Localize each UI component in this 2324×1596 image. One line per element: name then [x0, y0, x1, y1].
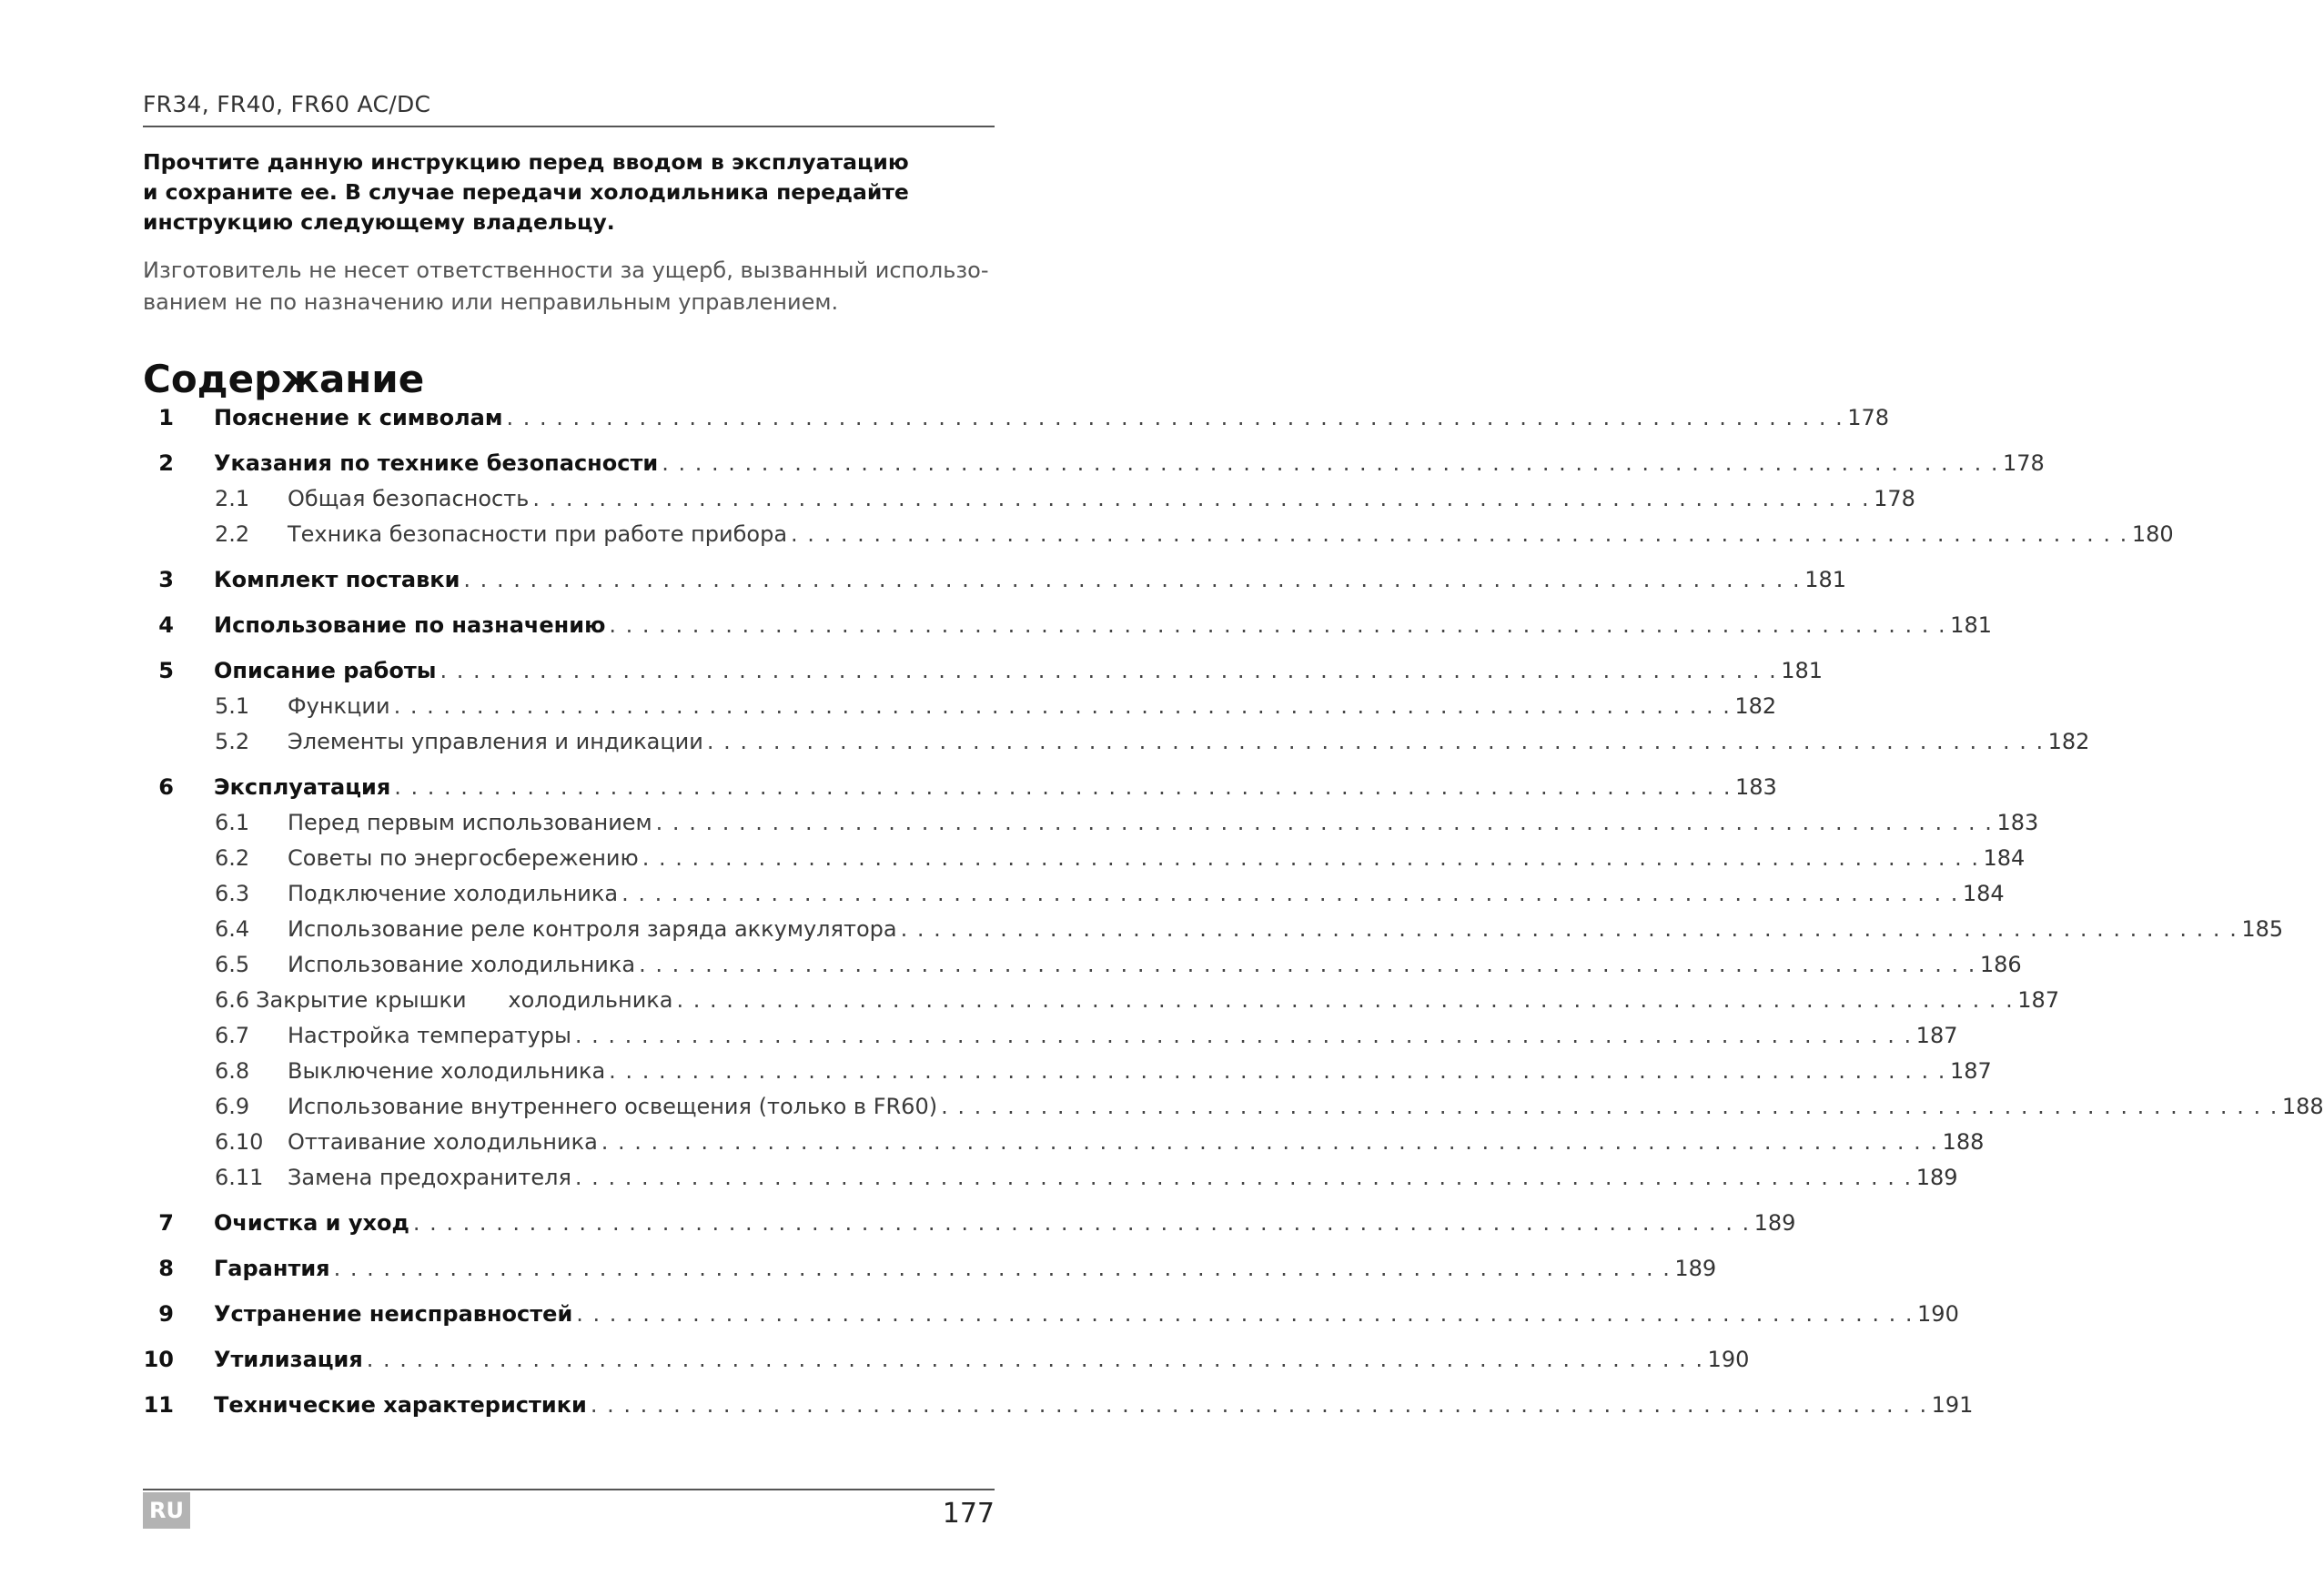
toc-entry-number: 1: [158, 405, 174, 430]
footer-divider: [143, 1489, 995, 1490]
toc-entry-label: Эксплуатация: [214, 774, 391, 800]
toc-entry-page: 190: [1707, 1347, 1750, 1372]
toc-entry-label: Подключение холодильника: [288, 881, 619, 906]
toc-leader-dots: . . . . . . . . . . . . . . . . . . . . . . . . . . . . . . . . . . . . . . . . . . . . . . . . . . . . . . . . . . . . . . . . . . . . . . . . . . . . . . . . .: [609, 612, 1947, 638]
toc-entry[interactable]: [143, 652, 1824, 684]
toc-leader-dots: . . . . . . . . . . . . . . . . . . . . . . . . . . . . . . . . . . . . . . . . . . . . . . . . . . . . . . . . . . . . . . . . . . . . . . . . . . . . . . . . .: [601, 1129, 1939, 1155]
toc-entry-label: Общая безопасность: [288, 486, 530, 511]
toc-entry-number: 6.11: [215, 1165, 264, 1190]
intro-warning-line: Прочтите данную инструкцию перед вводом в эксплуатацию: [143, 149, 909, 175]
toc-entry-page: 189: [1674, 1256, 1717, 1281]
toc-entry-label: Замена предохранителя: [288, 1165, 571, 1190]
toc-entry-label: Пояснение к символам: [214, 405, 503, 430]
toc-subentry[interactable]: [143, 874, 2005, 907]
toc-subentry[interactable]: [143, 803, 2039, 836]
toc-entry-number: 6.8: [215, 1058, 250, 1084]
toc-entry-page: 188: [1942, 1129, 1985, 1155]
toc-leader-dots: . . . . . . . . . . . . . . . . . . . . . . . . . . . . . . . . . . . . . . . . . . . . . . . . . . . . . . . . . . . . . . . . . . . . . . . . . . . . . . . . .: [621, 881, 1959, 906]
toc-leader-dots: . . . . . . . . . . . . . . . . . . . . . . . . . . . . . . . . . . . . . . . . . . . . . . . . . . . . . . . . . . . . . . . . . . . . . . . . . . . . . . . . .: [440, 658, 1778, 683]
toc-leader-dots: . . . . . . . . . . . . . . . . . . . . . . . . . . . . . . . . . . . . . . . . . . . . . . . . . . . . . . . . . . . . . . . . . . . . . . . . . . . . . . . . .: [394, 774, 1733, 800]
toc-entry-number: 6.7: [215, 1023, 250, 1048]
toc-entry-label: Закрытие крышки холодильника: [256, 987, 673, 1013]
toc-entry-page: 184: [1962, 881, 2005, 906]
toc-entry-page: 187: [1949, 1058, 1992, 1084]
toc-entry-page: 181: [1804, 567, 1846, 592]
toc-entry-label: Функции: [288, 693, 390, 719]
toc-entry-number: 8: [158, 1256, 174, 1281]
toc-entry[interactable]: [143, 1295, 1959, 1328]
toc-entry-number: 5: [158, 658, 174, 683]
toc-entry-page: 189: [1915, 1165, 1958, 1190]
toc-subentry[interactable]: [143, 515, 2174, 548]
toc-entry-label: Выключение холодильника: [288, 1058, 606, 1084]
toc-entry-number: 5.1: [215, 693, 250, 719]
toc-leader-dots: . . . . . . . . . . . . . . . . . . . . . . . . . . . . . . . . . . . . . . . . . . . . . . . . . . . . . . . . . . . . . . . . . . . . . . . . . . . . . . . . .: [506, 405, 1844, 430]
toc-entry-label: Комплект поставки: [214, 567, 460, 592]
toc-entry-page: 184: [1983, 845, 2026, 871]
toc-subentry[interactable]: [143, 945, 2022, 978]
intro-disclaimer: [143, 255, 995, 318]
toc-entry-label: Использование холодильника: [288, 952, 636, 977]
toc-entry-label: Устранение неисправностей: [214, 1301, 573, 1327]
toc-entry-label: Перед первым использованием: [288, 810, 652, 835]
toc-entry-label: Техника безопасности при работе прибора: [288, 521, 788, 547]
toc-leader-dots: . . . . . . . . . . . . . . . . . . . . . . . . . . . . . . . . . . . . . . . . . . . . . . . . . . . . . . . . . . . . . . . . . . . . . . . . . . . . . . . . .: [412, 1210, 1751, 1236]
toc-entry-label: Описание работы: [214, 658, 437, 683]
toc-entry-label: Технические характеристики: [214, 1392, 587, 1418]
toc-entry-number: 6.6: [215, 987, 250, 1013]
toc-subentry[interactable]: [143, 1087, 2324, 1120]
toc-leader-dots: . . . . . . . . . . . . . . . . . . . . . . . . . . . . . . . . . . . . . . . . . . . . . . . . . . . . . . . . . . . . . . . . . . . . . . . . . . . . . . . . .: [576, 1301, 1915, 1327]
toc-entry-label: Оттаивание холодильника: [288, 1129, 598, 1155]
toc-entry[interactable]: [143, 399, 1890, 431]
toc-leader-dots: . . . . . . . . . . . . . . . . . . . . . . . . . . . . . . . . . . . . . . . . . . . . . . . . . . . . . . . . . . . . . . . . . . . . . . . . . . . . . . . . .: [642, 845, 1980, 871]
toc-entry-label: Указания по технике безопасности: [214, 450, 659, 476]
toc-entry-number: 5.2: [215, 729, 250, 754]
toc-entry-number: 9: [158, 1301, 174, 1327]
toc-title: Содержание: [143, 357, 425, 401]
toc-entry-page: 182: [1734, 693, 1777, 719]
toc-entry[interactable]: [143, 768, 1777, 801]
toc-entry[interactable]: [143, 444, 2045, 477]
toc-entry-number: 6.9: [215, 1094, 250, 1119]
toc-leader-dots: . . . . . . . . . . . . . . . . . . . . . . . . . . . . . . . . . . . . . . . . . . . . . . . . . . . . . . . . . . . . . . . . . . . . . . . . . . . . . . . . .: [333, 1256, 1672, 1281]
toc-entry-number: 6.2: [215, 845, 250, 871]
toc-entry-label: Использование по назначению: [214, 612, 606, 638]
toc-entry-number: 7: [158, 1210, 174, 1236]
toc-entry-page: 187: [2017, 987, 2060, 1013]
toc-leader-dots: . . . . . . . . . . . . . . . . . . . . . . . . . . . . . . . . . . . . . . . . . . . . . . . . . . . . . . . . . . . . . . . . . . . . . . . . . . . . . . . . .: [900, 916, 2238, 942]
toc-entry-number: 6.3: [215, 881, 250, 906]
toc-entry-label: Гарантия: [214, 1256, 330, 1281]
toc-entry-label: Элементы управления и индикации: [288, 729, 703, 754]
toc-entry-number: 6.1: [215, 810, 250, 835]
toc-entry-number: 10: [143, 1347, 174, 1372]
toc-entry-page: 191: [1931, 1392, 1974, 1418]
toc-entry-page: 190: [1917, 1301, 1959, 1327]
toc-entry-number: 3: [158, 567, 174, 592]
intro-disclaimer-line: Изготовитель не несет ответственности за ущерб, вызванный использо-: [143, 258, 989, 283]
toc-subentry[interactable]: [143, 1016, 1958, 1049]
toc-entry-label: Использование внутреннего освещения (только в FR60): [288, 1094, 938, 1119]
toc-entry-page: 178: [2002, 450, 2045, 476]
toc-leader-dots: . . . . . . . . . . . . . . . . . . . . . . . . . . . . . . . . . . . . . . . . . . . . . . . . . . . . . . . . . . . . . . . . . . . . . . . . . . . . . . . . .: [590, 1392, 1928, 1418]
toc-entry[interactable]: [143, 1249, 1717, 1282]
toc-subentry[interactable]: [143, 1158, 1958, 1191]
toc-leader-dots: . . . . . . . . . . . . . . . . . . . . . . . . . . . . . . . . . . . . . . . . . . . . . . . . . . . . . . . . . . . . . . . . . . . . . . . . . . . . . . . . .: [791, 521, 2128, 547]
toc-entry-page: 188: [2281, 1094, 2324, 1119]
toc-entry-page: 185: [2241, 916, 2284, 942]
page-header: [143, 91, 995, 127]
toc-subentry[interactable]: [143, 981, 2060, 1014]
toc-subentry[interactable]: [143, 687, 1777, 720]
toc-entry[interactable]: [143, 1386, 1974, 1419]
toc-entry-page: 182: [2047, 729, 2090, 754]
toc-entry-page: 189: [1753, 1210, 1796, 1236]
toc-subentry[interactable]: [143, 722, 2090, 755]
toc-entry-page: 178: [1847, 405, 1890, 430]
toc-subentry[interactable]: [143, 910, 2284, 943]
toc-leader-dots: . . . . . . . . . . . . . . . . . . . . . . . . . . . . . . . . . . . . . . . . . . . . . . . . . . . . . . . . . . . . . . . . . . . . . . . . . . . . . . . . .: [941, 1094, 2279, 1119]
toc-entry-number: 2.2: [215, 521, 250, 547]
toc-entry-label: Настройка температуры: [288, 1023, 571, 1048]
toc-leader-dots: . . . . . . . . . . . . . . . . . . . . . . . . . . . . . . . . . . . . . . . . . . . . . . . . . . . . . . . . . . . . . . . . . . . . . . . . . . . . . . . . .: [609, 1058, 1946, 1084]
toc-entry-number: 6.10: [215, 1129, 264, 1155]
toc-entry-number: 4: [158, 612, 174, 638]
toc-entry-page: 181: [1950, 612, 1992, 638]
page-number: 177: [942, 1498, 995, 1530]
toc-entry-number: 6.5: [215, 952, 250, 977]
toc-subentry[interactable]: [143, 1052, 1992, 1085]
toc-entry[interactable]: [143, 1340, 1750, 1373]
toc-entry-page: 180: [2131, 521, 2174, 547]
intro-warning-line: инструкцию следующему владельцу.: [143, 209, 615, 235]
intro-disclaimer-line: ванием не по назначению или неправильным управлением.: [143, 289, 839, 315]
toc-entry-label: Утилизация: [214, 1347, 363, 1372]
toc-subentry[interactable]: [143, 480, 1915, 512]
toc-leader-dots: . . . . . . . . . . . . . . . . . . . . . . . . . . . . . . . . . . . . . . . . . . . . . . . . . . . . . . . . . . . . . . . . . . . . . . . . . . . . . . . . .: [706, 729, 2045, 754]
header-title: FR34, FR40, FR60 AC/DC: [143, 91, 431, 117]
toc-leader-dots: . . . . . . . . . . . . . . . . . . . . . . . . . . . . . . . . . . . . . . . . . . . . . . . . . . . . . . . . . . . . . . . . . . . . . . . . . . . . . . . . .: [655, 810, 1994, 835]
intro-warning: [143, 147, 995, 237]
toc-entry-label: Очистка и уход: [214, 1210, 409, 1236]
toc-entry-number: 2.1: [215, 486, 250, 511]
toc-leader-dots: . . . . . . . . . . . . . . . . . . . . . . . . . . . . . . . . . . . . . . . . . . . . . . . . . . . . . . . . . . . . . . . . . . . . . . . . . . . . . . . . .: [574, 1023, 1913, 1048]
toc-leader-dots: . . . . . . . . . . . . . . . . . . . . . . . . . . . . . . . . . . . . . . . . . . . . . . . . . . . . . . . . . . . . . . . . . . . . . . . . . . . . . . . . .: [662, 450, 1999, 476]
toc-leader-dots: . . . . . . . . . . . . . . . . . . . . . . . . . . . . . . . . . . . . . . . . . . . . . . . . . . . . . . . . . . . . . . . . . . . . . . . . . . . . . . . . .: [393, 693, 1732, 719]
toc-subentry[interactable]: [143, 839, 2026, 872]
toc-entry[interactable]: [143, 1204, 1796, 1237]
toc-leader-dots: . . . . . . . . . . . . . . . . . . . . . . . . . . . . . . . . . . . . . . . . . . . . . . . . . . . . . . . . . . . . . . . . . . . . . . . . . . . . . . . . .: [532, 486, 1871, 511]
toc-leader-dots: . . . . . . . . . . . . . . . . . . . . . . . . . . . . . . . . . . . . . . . . . . . . . . . . . . . . . . . . . . . . . . . . . . . . . . . . . . . . . . . . .: [676, 987, 2015, 1013]
toc-entry[interactable]: [143, 561, 1846, 593]
toc-leader-dots: . . . . . . . . . . . . . . . . . . . . . . . . . . . . . . . . . . . . . . . . . . . . . . . . . . . . . . . . . . . . . . . . . . . . . . . . . . . . . . . . .: [463, 567, 1802, 592]
toc-subentry[interactable]: [143, 1123, 1985, 1156]
toc-entry-page: 181: [1781, 658, 1824, 683]
language-badge: RU: [143, 1492, 190, 1529]
toc-entry-page: 178: [1874, 486, 1915, 511]
toc-leader-dots: . . . . . . . . . . . . . . . . . . . . . . . . . . . . . . . . . . . . . . . . . . . . . . . . . . . . . . . . . . . . . . . . . . . . . . . . . . . . . . . . .: [366, 1347, 1704, 1372]
intro-warning-line: и сохраните ее. В случае передачи холодильника передайте: [143, 179, 909, 205]
toc-leader-dots: . . . . . . . . . . . . . . . . . . . . . . . . . . . . . . . . . . . . . . . . . . . . . . . . . . . . . . . . . . . . . . . . . . . . . . . . . . . . . . . . .: [574, 1165, 1913, 1190]
toc-entry-label: Советы по энергосбережению: [288, 845, 639, 871]
toc-entry-page: 187: [1915, 1023, 1958, 1048]
toc-entry-number: 11: [143, 1392, 174, 1418]
toc-entry-page: 183: [1996, 810, 2039, 835]
toc-entry-page: 186: [1979, 952, 2022, 977]
toc-entry-label: Использование реле контроля заряда аккумулятора: [288, 916, 897, 942]
toc-entry-page: 183: [1735, 774, 1777, 800]
toc-entry-number: 6: [158, 774, 174, 800]
toc-entry-number: 6.4: [215, 916, 250, 942]
toc-entry-number: 2: [158, 450, 174, 476]
toc-leader-dots: . . . . . . . . . . . . . . . . . . . . . . . . . . . . . . . . . . . . . . . . . . . . . . . . . . . . . . . . . . . . . . . . . . . . . . . . . . . . . . . . .: [639, 952, 1976, 977]
toc-entry[interactable]: [143, 606, 1992, 639]
